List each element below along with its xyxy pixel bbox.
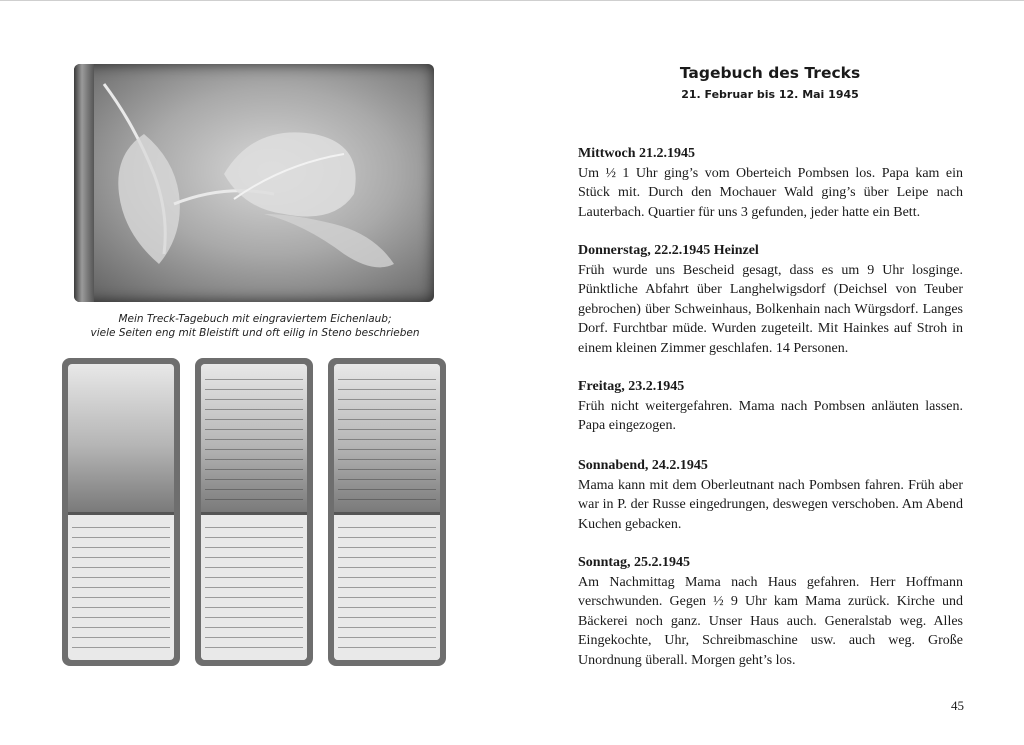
caption-line-2: viele Seiten eng mit Bleistift und oft eilig in Steno beschrieben [90, 327, 420, 339]
entry-heading: Donnerstag, 22.2.1945 Heinzel [578, 243, 759, 258]
handwritten-page [201, 512, 307, 660]
diary-entry [578, 241, 963, 358]
entry-heading: Freitag, 23.2.1945 [578, 379, 685, 394]
entry-heading: Sonnabend, 24.2.1945 [578, 458, 708, 473]
diary-entry [578, 553, 963, 670]
top-rule [0, 0, 1024, 1]
diary-open-photo-3 [328, 358, 446, 666]
shorthand-page [334, 512, 440, 660]
entry-body: Um ½ 1 Uhr ging’s vom Oberteich Pombsen los. Papa kam ein Stück mit. Durch den Mochauer Wald ging’s über Leipe nach Lauterbach. Quartier für uns 3 gefunden, jeder hatte ein Bett. [578, 165, 963, 220]
photo-caption [60, 312, 450, 340]
handwritten-page [201, 364, 307, 512]
entry-heading: Sonntag, 25.2.1945 [578, 555, 691, 570]
entry-heading: Mittwoch 21.2.1945 [578, 146, 696, 161]
page-title: Tagebuch des Trecks [679, 64, 861, 82]
diary-entry [578, 377, 963, 436]
diary-open-photo-2 [195, 358, 313, 666]
blank-page [68, 364, 174, 512]
page-number: 45 [951, 698, 964, 713]
caption-line-1: Mein Treck-Tagebuch mit eingraviertem Eichenlaub; [118, 313, 392, 325]
shorthand-page [334, 364, 440, 512]
handwritten-page [68, 512, 174, 660]
page-subtitle: 21. Februar bis 12. Mai 1945 [681, 88, 859, 101]
diary-open-photo-1 [62, 358, 180, 666]
diary-cover-photo [74, 64, 434, 302]
oak-leaf-engraving [74, 64, 434, 302]
diary-entry [578, 456, 963, 534]
diary-entry [578, 144, 963, 222]
entry-body: Mama kann mit dem Oberleutnant nach Pombsen fahren. Früh aber war in P. der Russe eingedrungen, deswegen verschoben. Am Abend Kuchen gebacken. [578, 477, 963, 532]
entry-body: Am Nachmittag Mama nach Haus gefahren. Herr Hoffmann verschwunden. Gegen ½ 9 Uhr kam Mama zurück. Kirche und Bäckerei noch ganz. Unser Haus auch. Generalstab weg. Alles Eingekochte, Uhr, Schreibmaschine usw. auch weg. Große Unordnung überall. Morgen geht’s los. [578, 574, 963, 668]
entry-body: Früh wurde uns Bescheid gesagt, dass es um 9 Uhr losginge. Pünktliche Abfahrt über Langhelwigsdorf (Deichsel von Teuber gebrochen) über Schweinhaus, Bolkenhain nach Würgsdorf. Langes Dorf. Furchtbar müde. Wurden zugeteilt. Mit Hainkes auf Stroh in einem kleinen Zimmer geschlafen. 14 Personen. [578, 262, 963, 356]
entry-body: Früh nicht weitergefahren. Mama nach Pombsen anläuten lassen. Papa eingezogen. [578, 398, 963, 433]
